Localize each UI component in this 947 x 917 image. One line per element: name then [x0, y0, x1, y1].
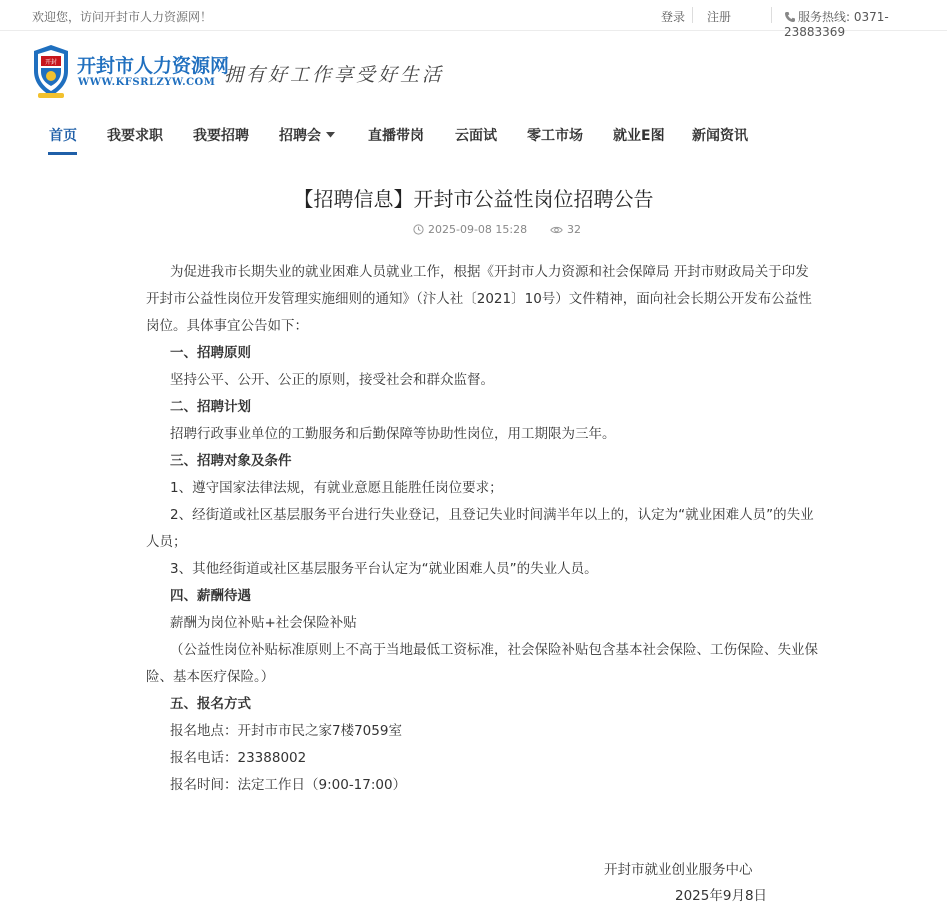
list-item: 1、遵守国家法律法规，有就业意愿且能胜任岗位要求；: [170, 480, 503, 496]
section-heading: 二、招聘计划: [170, 399, 251, 415]
article-date: [413, 223, 527, 236]
article-views-count: 32: [567, 223, 581, 236]
logo-text: 开封: [44, 59, 58, 66]
registration-time: 报名时间：法定工作日（9:00-17:00）: [170, 777, 407, 793]
divider: [692, 7, 693, 23]
nav-item-job-seeking[interactable]: 我要求职: [107, 128, 163, 144]
register-link[interactable]: 注册: [707, 10, 732, 24]
service-hotline: [784, 8, 947, 39]
site-slogan: 拥有好工作享受好生活: [224, 64, 445, 86]
hotline-number: 0371-23883369: [784, 10, 889, 39]
article-title: 【招聘信息】开封市公益性岗位招聘公告: [293, 187, 654, 211]
section-heading: 五、报名方式: [170, 696, 251, 712]
issuing-organization: 开封市就业创业服务中心: [604, 862, 753, 878]
section-text: 薪酬为岗位补贴+社会保险补贴: [170, 615, 357, 631]
nav-item-job-fair-label: 招聘会: [279, 128, 321, 144]
registration-phone: 报名电话：23388002: [170, 750, 307, 766]
chevron-down-icon: [326, 132, 335, 138]
login-link[interactable]: 登录: [661, 10, 686, 24]
list-item: 2、经街道或社区基层服务平台进行失业登记，且登记失业时间满半年以上的，认定为“就业困难人员”的失业人员；: [146, 507, 814, 550]
nav-item-live-hiring[interactable]: 直播带岗: [368, 128, 424, 144]
section-heading: 一、招聘原则: [170, 345, 251, 361]
nav-item-recruiting[interactable]: 我要招聘: [193, 128, 249, 144]
registration-location: 报名地点：开封市市民之家7楼7059室: [170, 723, 402, 739]
section-heading: 四、薪酬待遇: [170, 588, 251, 604]
eye-icon: [550, 225, 563, 235]
nav-item-news[interactable]: 新闻资讯: [692, 128, 748, 144]
nav-item-gig-market[interactable]: 零工市场: [527, 128, 583, 144]
main-nav: [0, 118, 947, 158]
issue-date: 2025年9月8日: [675, 888, 768, 904]
article-date-text: 2025-09-08 15:28: [428, 223, 528, 236]
hotline-label: 服务热线:: [798, 10, 851, 24]
section-text: 坚持公平、公开、公正的原则，接受社会和群众监督。: [170, 372, 494, 388]
section-heading: 三、招聘对象及条件: [170, 453, 292, 469]
nav-item-employment-map[interactable]: 就业E图: [613, 128, 665, 144]
section-text: 招聘行政事业单位的工勤服务和后勤保障等协助性岗位，用工期限为三年。: [170, 426, 616, 442]
nav-item-cloud-interview[interactable]: 云面试: [455, 128, 497, 144]
welcome-text: 欢迎您，访问开封市人力资源网！: [32, 10, 213, 24]
phone-icon: [784, 11, 796, 23]
article-body: [146, 259, 818, 799]
clock-icon: [413, 224, 424, 235]
nav-item-home[interactable]: 首页: [49, 128, 77, 144]
site-logo-icon[interactable]: [30, 44, 72, 100]
site-url: WWW.KFSRLZYW.COM: [78, 77, 216, 88]
article-intro: 为促进我市长期失业的就业困难人员就业工作，根据《开封市人力资源和社会保障局 开封市财政局关于印发开封市公益性岗位开发管理实施细则的通知》（汴人社〔2021〕10号）文件精神，面向社会长期公开发布公益性岗位。具体事宜公告如下：: [146, 264, 812, 334]
section-note: （公益性岗位补贴标准原则上不高于当地最低工资标准，社会保险补贴包含基本社会保险、工伤保险、失业保险、基本医疗保险。）: [146, 642, 818, 685]
nav-active-indicator: [48, 152, 77, 155]
article-views: [550, 223, 581, 236]
list-item: 3、其他经街道或社区基层服务平台认定为“就业困难人员”的失业人员。: [170, 561, 598, 577]
nav-item-job-fair[interactable]: [279, 125, 335, 145]
top-bar: [0, 0, 947, 39]
divider: [771, 7, 772, 23]
site-name: 开封市人力资源网: [77, 55, 230, 77]
